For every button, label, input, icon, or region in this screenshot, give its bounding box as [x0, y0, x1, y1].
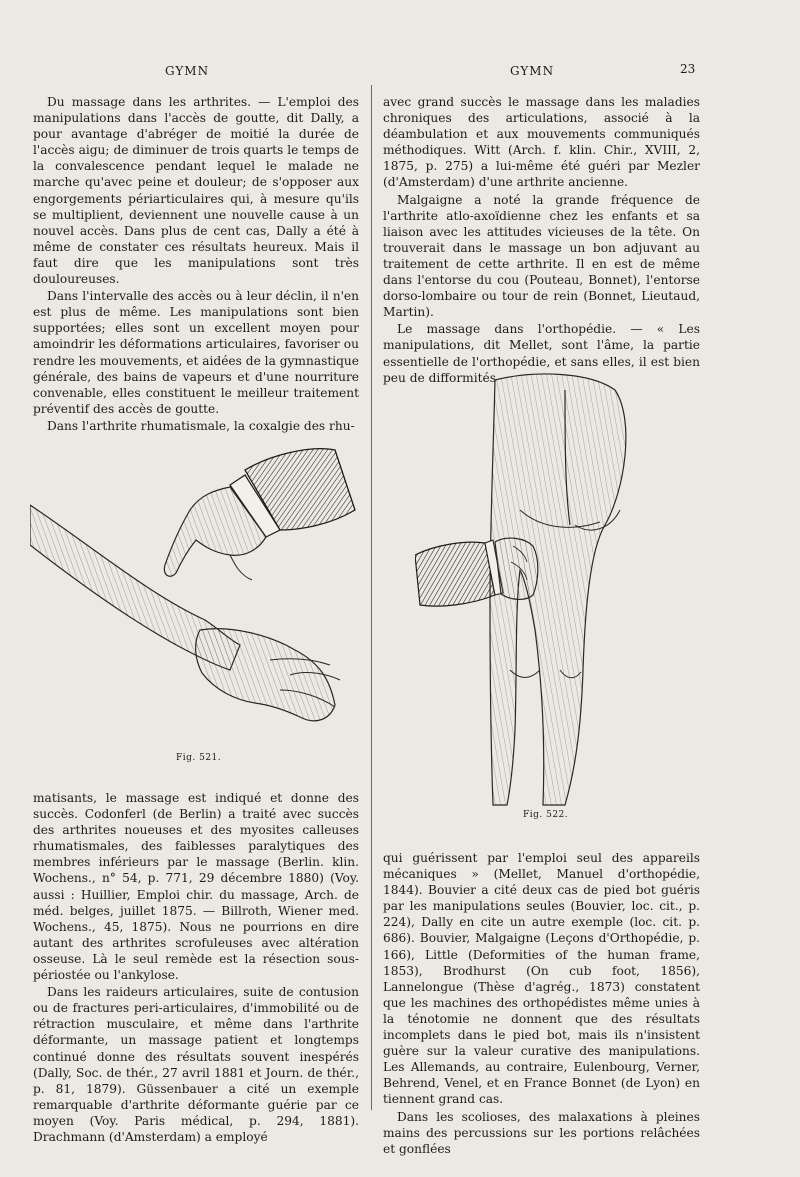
paragraph: Dans les raideurs articulaires, suite de contusion ou de fractures peri-articulaires, d'immobilité ou de rétraction musculaire, et même dans l'arthrite déformante, un massage patient et longtemps continué donne des résultats souvent inespérés (Dally, Soc. de thér., 27 avril 1881 et Journ. de thér., p. 81, 1879). Güssenbauer a cité un exemple remarquable d'arthrite déformante guérie par ce moyen (Voy. Paris médical, p. 294, 1881). Drachmann (d'Amsterdam) a employé	[33, 985, 359, 1144]
paragraph: matisants, le massage est indiqué et donne des succès. Codonferl (de Berlin) a traité avec succès des arthrites noueuses et des myosites calleuses rhumatismales, des faiblesses paralytiques des membres inférieurs par le massage (Berlin. klin. Wochens., n° 54, p. 771, 29 décembre 1880) (Voy. aussi : Huillier, Emploi chir. du massage, Arch. de méd. belges, juillet 1875. — Billroth, Wiener med. Wochens., 45, 1875). Nous ne pourrions en dire autant des arthrites scrofuleuses avec altération osseuse. Là le seul remède est la résection sous-périostée ou l'ankylose.	[33, 791, 359, 983]
paragraph: avec grand succès le massage dans les maladies chroniques des articulations, associé à la déambulation et aux mouvements communiqués méthodiques. Witt (Arch. f. klin. Chir., XVIII, 2, 1875, p. 275) a lui-même été guéri par Mezler (d'Amsterdam) d'une arthrite ancienne.	[383, 95, 700, 190]
figure-522-illustration	[415, 350, 655, 810]
figure-521-caption: Fig. 521.	[176, 753, 222, 763]
column-left-top	[33, 94, 359, 434]
paragraph: qui guérissent par l'emploi seul des appareils mécaniques » (Mellet, Manuel d'orthopédie, 1844). Bouvier a cité deux cas de pied bot guéris par les manipulations seules (Bouvier, loc. cit., p. 224), Dally en cite un autre exemple (loc. cit. p. 686). Bouvier, Malgaigne (Leçons d'Orthopédie, p. 166), Little (Deformities of the human frame, 1853), Brodhurst (On cub foot, 1856), Lannelongue (Thèse d'agrég., 1873) constatent que les machines des orthopédistes même unies à la ténotomie ne donnent que des résultats incomplets dans le pied bot, mais ils n'insistent guère sur la valeur curative des manipulations. Les Allemands, au contraire, Eulenbourg, Verner, Behrend, Venel, et en France Bonnet (de Lyon) en tiennent grand cas.	[383, 851, 700, 1107]
paragraph: Dans l'arthrite rhumatismale, la coxalgie des rhu-	[47, 418, 355, 433]
paragraph: Malgaigne a noté la grande fréquence de l'arthrite atlo-axoïdienne chez les enfants et sa liaison avec les attitudes vicieuses de la tête. On trouverait dans le massage un bon adjuvant au traitement de cette arthrite. Il en est de même dans l'entorse du cou (Pouteau, Bonnet), l'entorse dorso-lombaire ou tour de rein (Bonnet, Lieutaud, Martin).	[383, 192, 700, 320]
page-number: 23	[680, 62, 696, 76]
paragraph: Le massage dans l'orthopédie. — « Les manipulations, dit Mellet, sont l'âme, la partie essentielle de l'orthopédie, et sans elles, il est bien peu de difformités	[383, 322, 700, 385]
paragraph: Du massage dans les arthrites. — L'emploi des manipulations dans l'accès de goutte, dit Dally, a pour avantage d'abréger de moitié la durée de l'accès aigu; de diminuer de trois quarts le temps de la convalescence pendant lequel le malade ne marche qu'avec peine et douleur; de s'opposer aux engorgements périarticulaires qui, à mesure qu'ils se multiplient, deviennent une nouvelle cause à un nouvel accès. Dans plus de cent cas, Dally a été à même de constater ces résultats heureux. Mais il faut dire que les manipulations sont très douloureuses.	[33, 95, 359, 287]
figure-521-illustration	[30, 435, 360, 745]
column-left-bottom	[33, 790, 359, 1145]
running-head-left: GYMN	[165, 64, 210, 78]
column-right-top	[383, 94, 700, 386]
running-head-right: GYMN	[510, 64, 555, 78]
column-divider	[371, 85, 372, 1110]
paragraph: Dans l'intervalle des accès ou à leur déclin, il n'en est plus de même. Les manipulations sont bien supportées; elles sont un excellent moyen pour amoindrir les déformations articulaires, favoriser ou rendre les mouvements, et aidées de la gymnastique générale, des bains de vapeurs et d'une nourriture convenable, elles constituent le meilleur traitement préventif des accès de goutte.	[33, 289, 359, 416]
figure-522-caption: Fig. 522.	[523, 810, 569, 820]
column-right-bottom	[383, 850, 700, 1157]
paragraph: Dans les scolioses, des malaxations à pleines mains des percussions sur les portions relâchées et gonflées	[383, 1109, 700, 1156]
